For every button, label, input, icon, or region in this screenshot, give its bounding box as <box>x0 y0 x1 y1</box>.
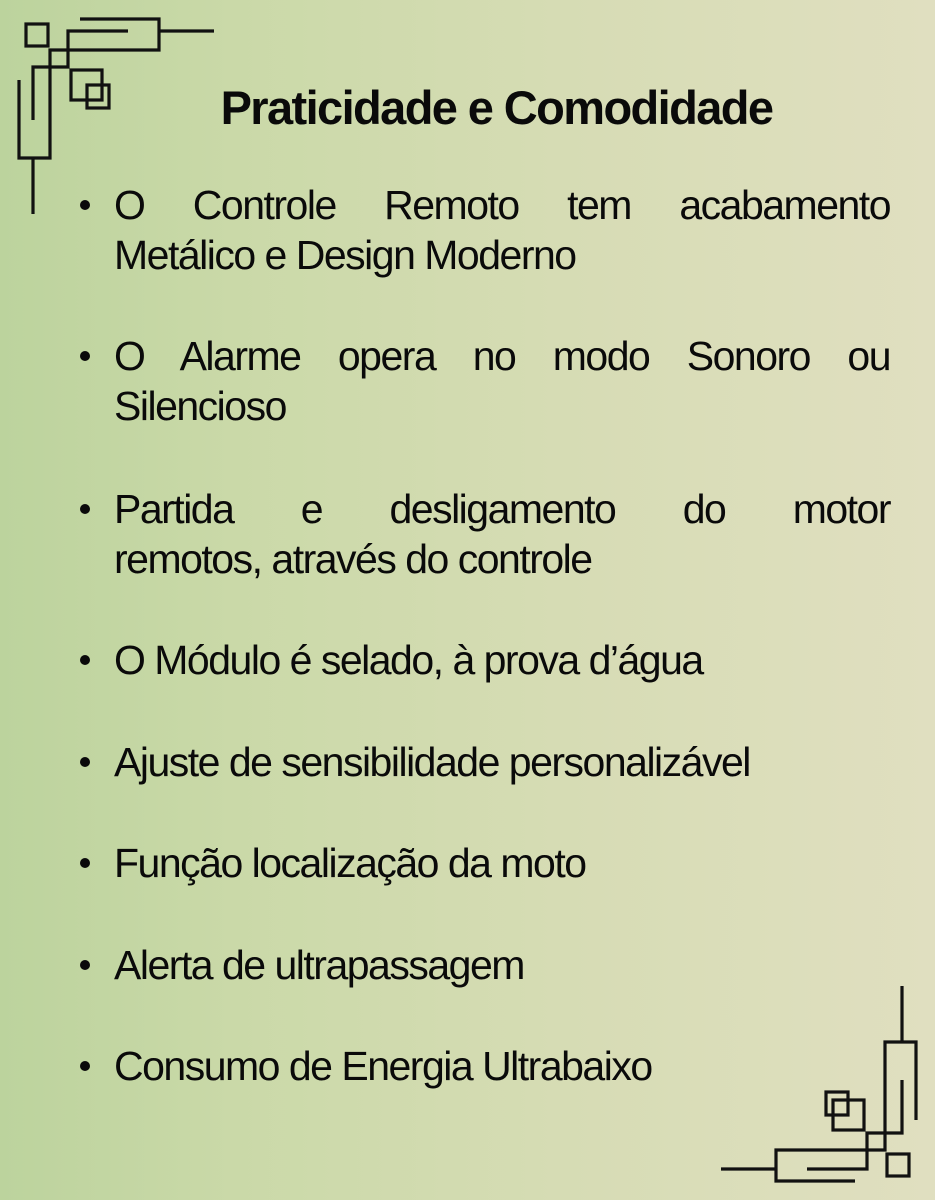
list-item-text: Ajuste de sensibilidade personalizável <box>114 739 750 785</box>
list-item-text: Alerta de ultrapassagem <box>114 942 524 988</box>
bullet-icon <box>80 960 90 970</box>
list-item-text: O Alarme opera no modo Sonoro ou <box>114 333 890 379</box>
list-item-text: remotos, através do controle <box>114 536 592 582</box>
bullet-icon <box>80 200 90 210</box>
list-item-text: Metálico e Design Moderno <box>114 232 576 278</box>
list-item-text: Função localização da moto <box>114 840 586 886</box>
list-item <box>80 1041 890 1091</box>
list-item-text: Silencioso <box>114 383 286 429</box>
list-item <box>80 484 890 584</box>
list-item <box>80 737 890 787</box>
list-item <box>80 635 890 685</box>
list-item-text: O Módulo é selado, à prova d’água <box>114 637 703 683</box>
list-item <box>80 838 890 888</box>
page-title: Praticidade e Comodidade <box>220 81 773 134</box>
list-item <box>80 940 890 990</box>
bullet-icon <box>80 1061 90 1071</box>
bullet-icon <box>80 351 90 361</box>
list-item-text: O Controle Remoto tem acabamento <box>114 182 890 228</box>
list-item-text: Consumo de Energia Ultrabaixo <box>114 1043 652 1089</box>
bullet-icon <box>80 504 90 514</box>
bullet-icon <box>80 757 90 767</box>
bullet-icon <box>80 655 90 665</box>
list-item-text: Partida e desligamento do motor <box>114 486 890 532</box>
list-item <box>80 180 890 280</box>
bullet-icon <box>80 858 90 868</box>
list-item <box>80 331 890 431</box>
